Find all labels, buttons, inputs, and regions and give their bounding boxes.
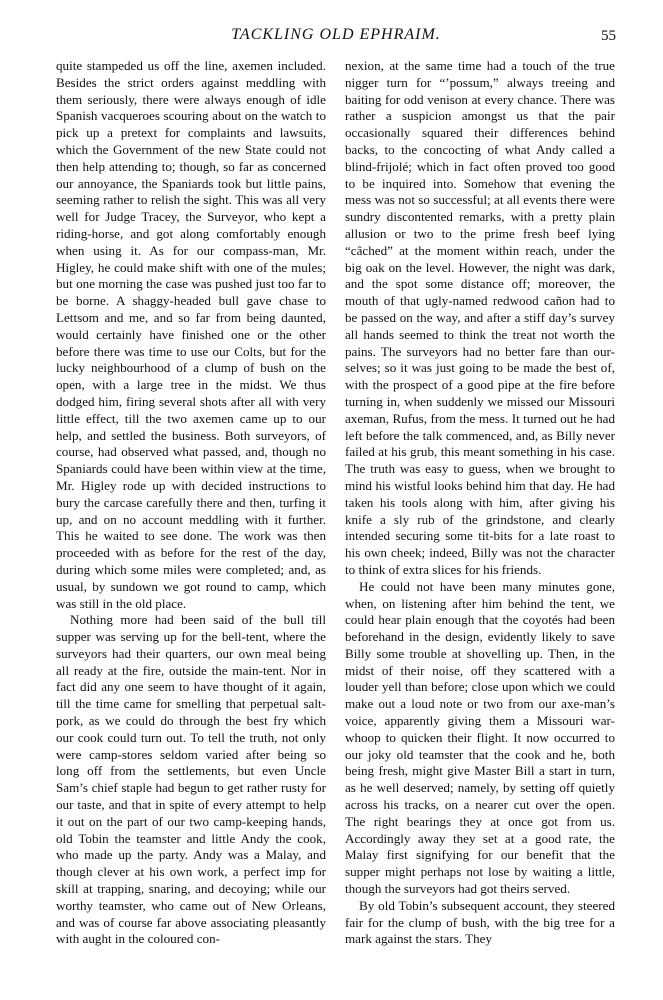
paragraph: quite stampeded us off the line, axemen included. Besides the strict orders against meddling with them seriously, there were always enough of idle Spanish vacqueroes scouring about on the watch to pick up a pretext for complaints and lawsuits, which the Government of the new State could not then help attending to; though, so far as concerned our annoyance, the Spaniards took but little pains, seeming rather to relish the sight. This was all very well for Judge Tracey, the Surveyor, who kept a riding-horse, and got along comfortably enough when using it. As for our compass-man, Mr. Higley, he could make shift with one of the mules; but one morning the case was pushed just too far to be borne. A shaggy-headed bull gave chase to Lettsom and me, and so far from being daunted, would certainly have finished one or the other before there was time to use our Colts, but for the lucky neighbourhood of a clump of bush on the open, with a large tree in the midst. We thus dodged him, firing several shots after all with very little effect, till the two axemen came up to our help, and settled the business. Both surveyors, of course, had observed what passed, and, though no Spaniards could have been within view at the time, Mr. Higley rode up with decided instructions to bury the carcase carefully there and then, turfing it up, and on no account meddling with it further. This he waited to see done. The work was then proceeded with as before for the rest of the day, during which some miles were completed; and, as usual, by sundown we got round to camp, which was still in the old place. xyxy=(56,58,326,611)
page-number: 55 xyxy=(601,28,616,44)
paragraph: By old Tobin’s subsequent account, they steered fair for the clump of bush, with the big tree for a mark against the stars. They xyxy=(345,897,615,947)
running-title: TACKLING OLD EPHRAIM. xyxy=(231,26,441,43)
page-header xyxy=(56,24,616,54)
paragraph: nexion, at the same time had a touch of the true nigger turn for “’possum,” always treeing and baiting for odd venison at every chance. There was rather a suspicion amongst us that the pair occasionally squared their differences behind backs, to the concocting of what Andy called a blind-frijolé; which in fact often proved too good to be inquired into. Somehow that evening the mess was not so successful; at all events there were sundry discontented remarks, with a pretty plain allusion or two to the prime fresh beef lying “câched” at the moment within reach, under the big oak on the level. However, the night was dark, and the spot some distance off; moreover, the mouth of that ugly-named redwood cañon had to be passed on the way, and after a stiff day’s survey all hands seemed to think the treat not worth the pains. The surveyors had no better fare than our-selves; so it was just going to be made the best of, with the prospect of a good pipe at the fire before turning in, when suddenly we missed our Missouri axeman, Rufus, from the mess. It turned out he had left before the talk commenced, and, as Billy never failed at his grub, this meant something in his case. The truth was easy to guess, when we brought to mind his wistful looks behind him that day. He had taken his tools along with him, after giving his knife a sly rub of the grindstone, and clearly intended securing some tit-bits for a late roast to his own cheek; indeed, Billy was not the character to think of extra slices for his friends. xyxy=(345,58,615,577)
paragraph: Nothing more had been said of the bull till supper was serving up for the bell-tent, where the surveyors had their quarters, our own meal being all ready at the fire, outside the main-tent. Nor in fact did any one seem to have thought of it again, till the time came for smelling that perpetual salt-pork, as we could do through the best fry which our cook could turn out. To tell the truth, not only were camp-stores seldom varied after being so long off from the settlements, but even Uncle Sam’s chief staple had begun to get rather rusty for our taste, and that in spite of every attempt to help it out on the part of our two camp-keeping hands, old Tobin the teamster and little Andy the cook, who made up the party. Andy was a Malay, and though clever at his own work, a perfect imp for skill at trapping, snaring, and decoying; while our worthy teamster, who came out of New Orleans, and was of course far above associating pleasantly with aught in the coloured con- xyxy=(56,612,326,947)
right-column xyxy=(345,58,615,948)
paragraph: He could not have been many minutes gone, when, on listening after him behind the tent, we could hear plain enough that the coyotés had been beforehand in the design, evidently likely to save Billy some trouble at shovelling up. Then, in the midst of their noise, off they scattered with a louder yell than before; close upon which we could make out a loud note or two from our axe-man’s voice, apparently giving them a Missouri war-whoop to quicken their flight. It now occurred to our joky old teamster that the cook and he, both being fresh, might give Master Bill a start in turn, as he well deserved; namely, by setting off quietly across his tracks, on a nearer cut over the open. The right bearings they at once got from us. Accordingly away they set at a good rate, the Malay first signifying for our benefit that the supper might perhaps not lose by waiting a little, though the surveyors had got theirs served. xyxy=(345,578,615,897)
left-column xyxy=(56,58,326,948)
